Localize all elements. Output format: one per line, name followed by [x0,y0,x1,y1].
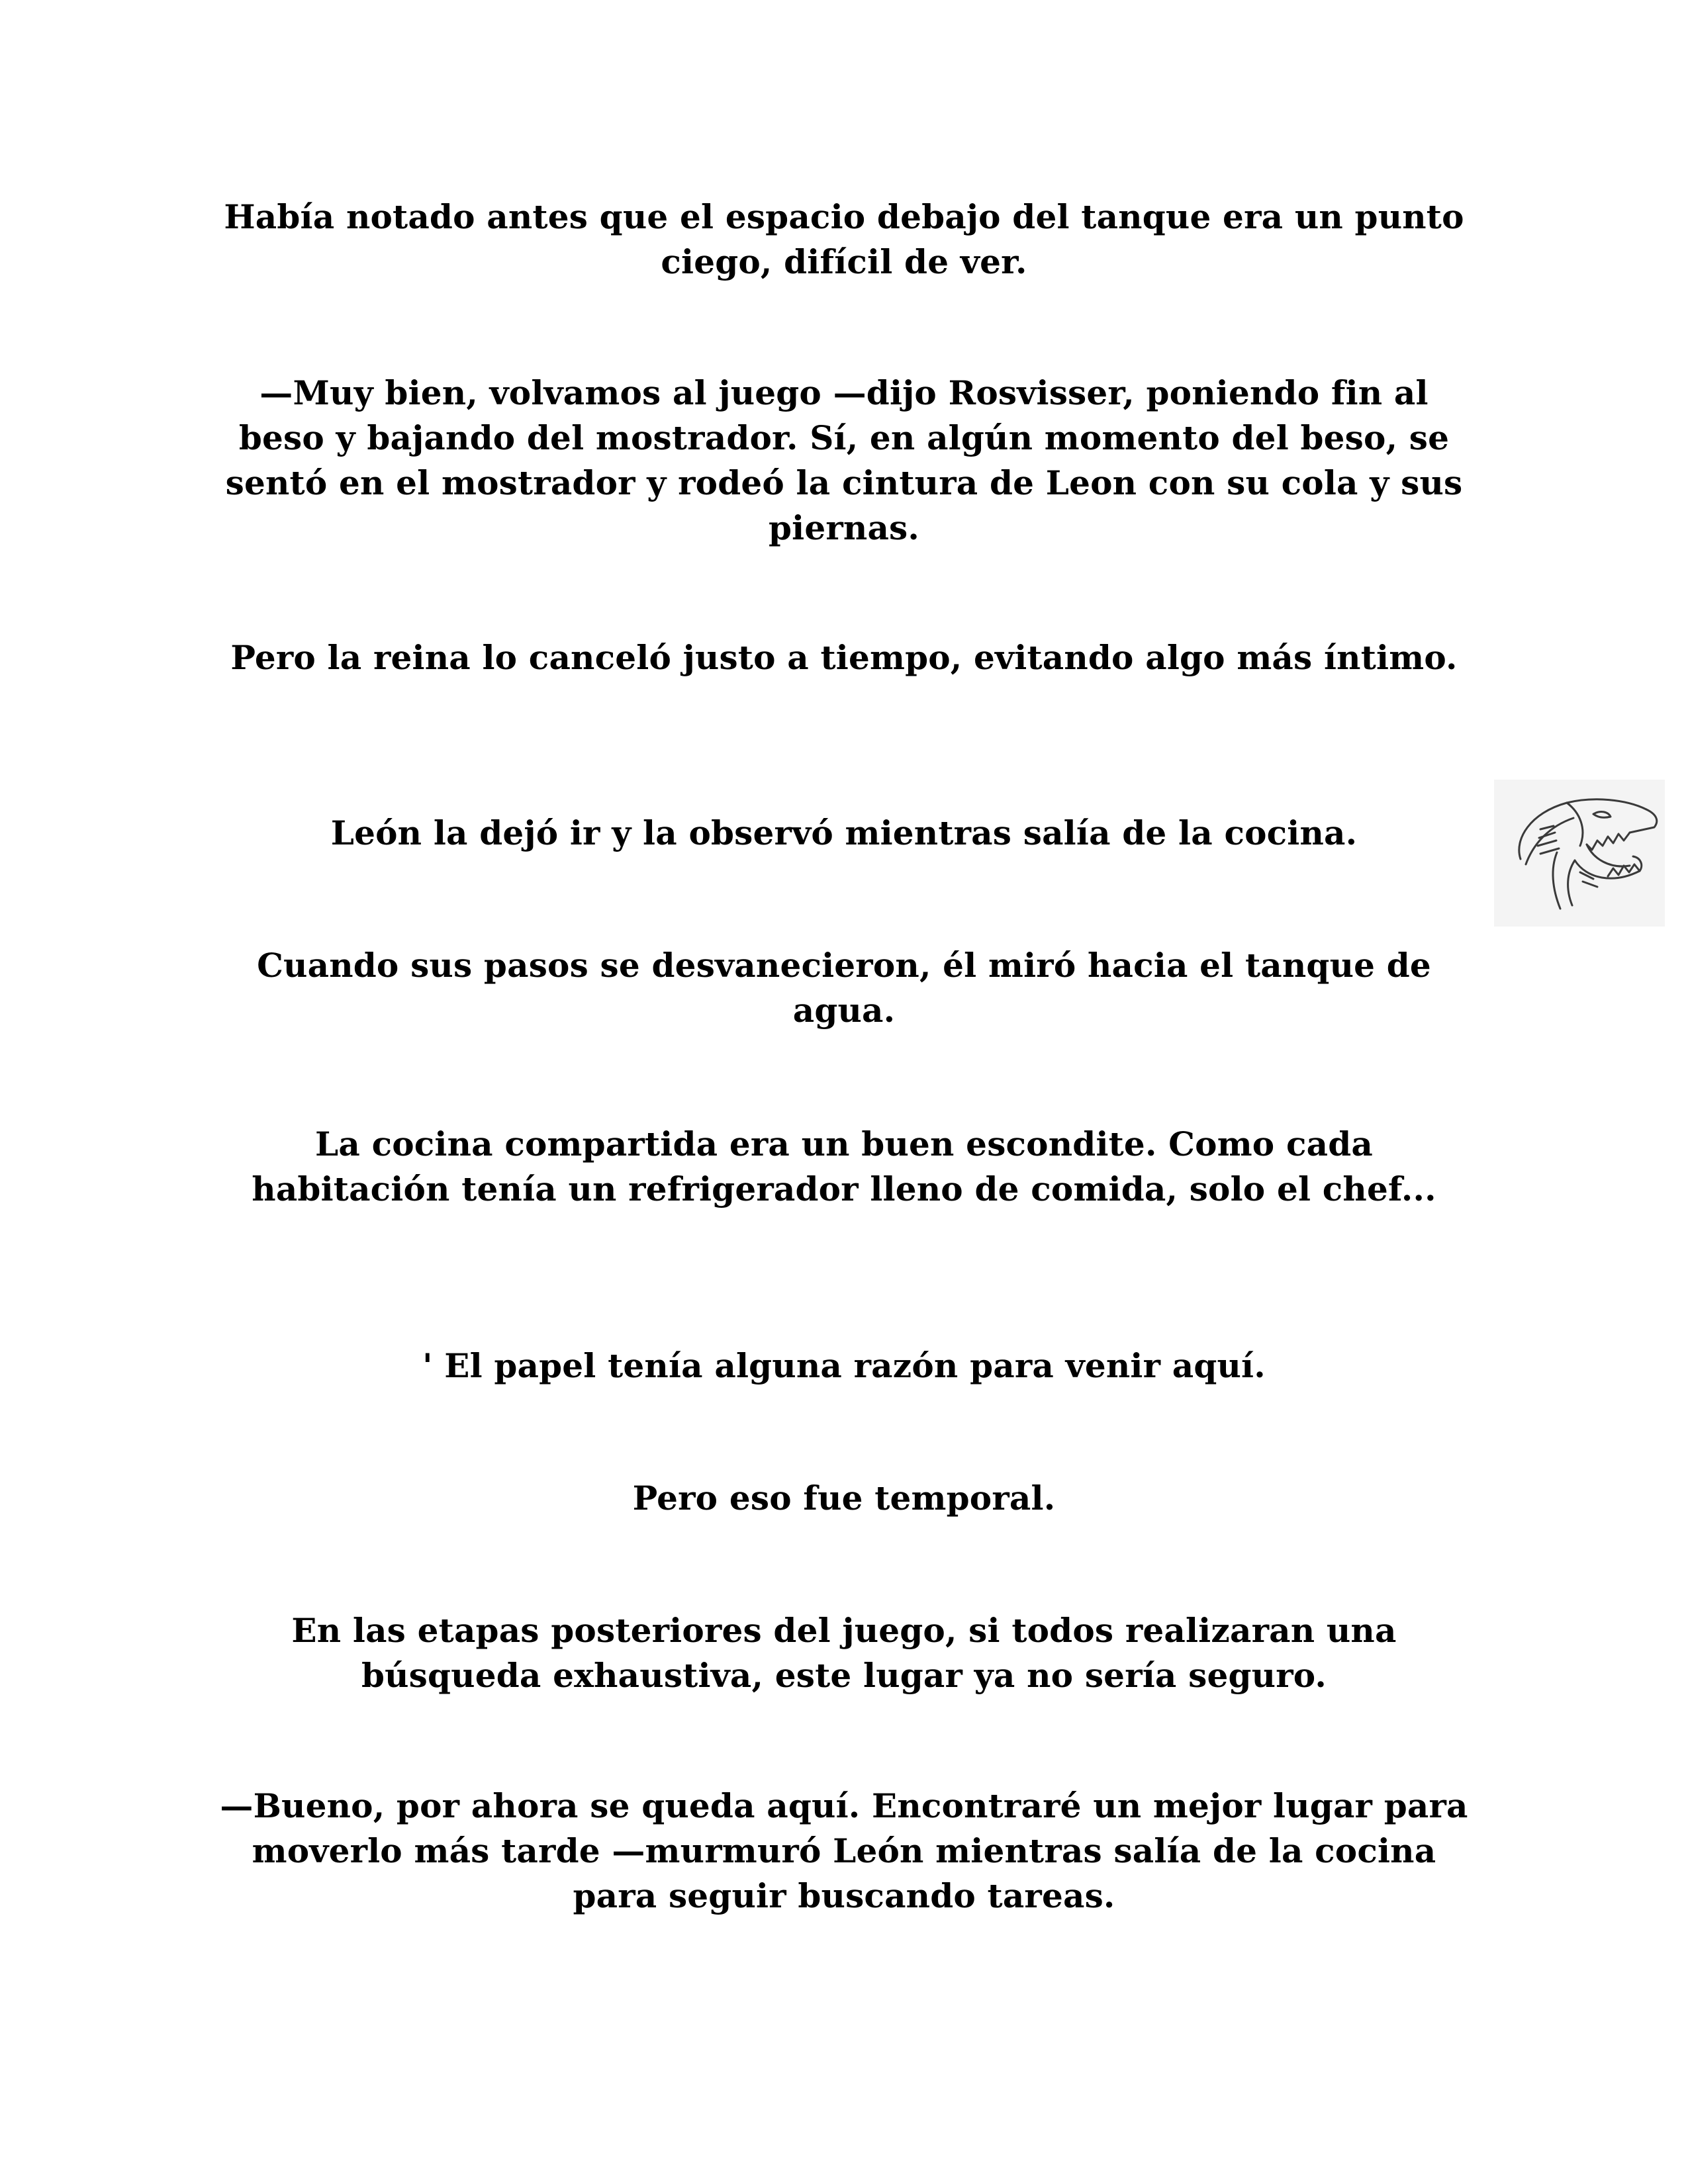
dinosaur-head-sketch-icon [1494,780,1665,927]
paragraph-6: La cocina compartida era un buen escondite. Como cada habitación tenía un refrigerador lleno de comida, solo el chef... [252,1124,1436,1208]
paragraph-8: Pero eso fue temporal. [632,1479,1056,1518]
paragraph-3: Pero la reina lo canceló justo a tiempo, evitando algo más íntimo. [230,638,1458,677]
paragraph-5: Cuando sus pasos se desvanecieron, él miró hacia el tanque de agua. [257,946,1431,1030]
paragraph-2: —Muy bien, volvamos al juego —dijo Rosvisser, poniendo fin al beso y bajando del mostrador. Sí, en algún momento del beso, se sentó en el mostrador y rodeó la cintura de Leon con su cola y sus piernas. [225,373,1463,547]
paragraph-7: ' El papel tenía alguna razón para venir aquí. [422,1346,1266,1385]
paragraph-1: Había notado antes que el espacio debajo del tanque era un punto ciego, difícil de ver. [224,197,1464,281]
paragraph-9: En las etapas posteriores del juego, si todos realizaran una búsqueda exhaustiva, este lugar ya no sería seguro. [291,1611,1397,1695]
paragraph-10: —Bueno, por ahora se queda aquí. Encontraré un mejor lugar para moverlo más tarde —murmuró León mientras salía de la cocina para seguir buscando tareas. [220,1786,1468,1915]
paragraph-4: León la dejó ir y la observó mientras salía de la cocina. [330,813,1358,852]
